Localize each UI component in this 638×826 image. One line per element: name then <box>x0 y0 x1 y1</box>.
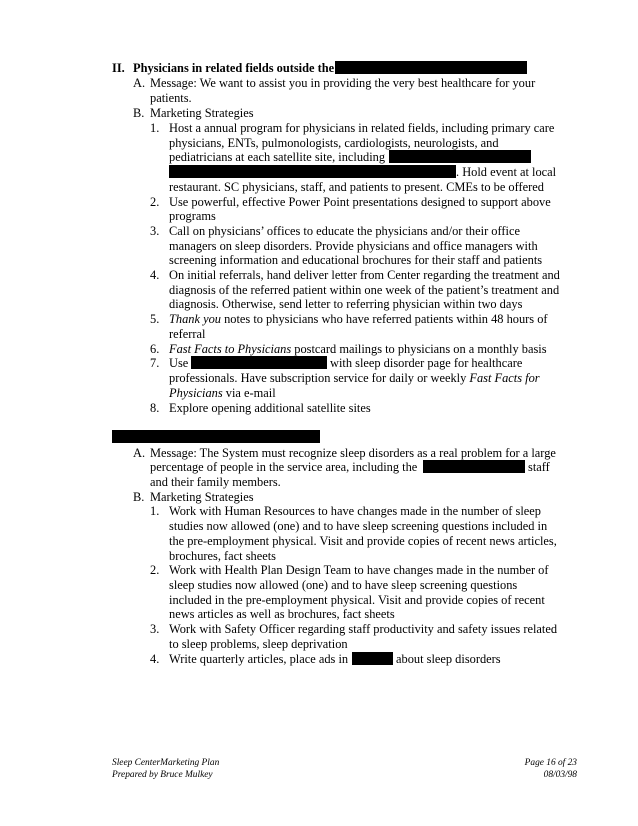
strategies-heading: Marketing Strategies <box>150 106 254 120</box>
redaction-bar <box>112 430 320 443</box>
list-item-text: studies now allowed (one) and to have sleep screening questions included in <box>169 519 548 533</box>
list-item-text: with sleep disorder page for healthcare <box>330 356 523 370</box>
list-item-text <box>169 342 547 356</box>
section-2-numeral: II. <box>112 61 125 75</box>
list-item-text: Use powerful, effective Power Point presentations designed to support above <box>169 195 551 209</box>
italic-text: Fast Facts for <box>469 371 540 385</box>
footer-author: Prepared by Bruce Mulkey <box>112 770 213 780</box>
list-item-text: brochures, fact sheets <box>169 549 276 563</box>
item-letter-b: B. <box>133 490 145 504</box>
footer-title: Sleep CenterMarketing Plan <box>112 758 220 768</box>
list-item-text: On initial referrals, hand deliver letter from Center regarding the treatment and <box>169 268 560 282</box>
list-item-text: . Hold event at local <box>456 165 557 179</box>
list-item-text: about sleep disorders <box>396 652 501 666</box>
list-item-text: Call on physicians’ offices to educate the physicians and/or their office <box>169 224 520 238</box>
redaction-bar <box>423 460 525 473</box>
list-item-text: managers on sleep disorders. Provide physicians and office managers with <box>169 239 538 253</box>
list-item-text: diagnosis. Otherwise, send letter to referring physician within two days <box>169 297 523 311</box>
item-letter-b: B. <box>133 106 145 120</box>
list-item-text: Use <box>169 356 189 370</box>
list-item-text: sleep studies now allowed (one) and to have sleep screening questions <box>169 578 518 592</box>
list-number: 7. <box>150 356 160 370</box>
list-item-text <box>169 371 540 385</box>
message-line: Message: We want to assist you in providing the very best healthcare for your <box>150 76 536 90</box>
message-line: patients. <box>150 91 192 105</box>
redaction-bar <box>389 150 531 163</box>
list-item-text: pediatricians at each satellite site, including <box>169 150 386 164</box>
list-item-text: included in the pre-employment physical. Visit and provide copies of recent <box>169 593 545 607</box>
list-number: 3. <box>150 224 160 238</box>
redaction-bar <box>352 652 393 665</box>
list-number: 8. <box>150 401 160 415</box>
list-item-text: Host a annual program for physicians in related fields, including primary care <box>169 121 555 135</box>
list-item-text: restaurant. SC physicians, staff, and patients to present. CMEs to be offered <box>169 180 544 194</box>
list-number: 5. <box>150 312 160 326</box>
footer-page-number: Page 16 of 23 <box>524 758 577 768</box>
list-item-text: physicians, ENTs, pulmonologists, cardiologists, neurologists, and <box>169 136 499 150</box>
text-run: via e-mail <box>222 386 276 400</box>
text-run: professionals. Have subscription service for daily or weekly <box>169 371 470 385</box>
redaction-bar <box>169 165 456 178</box>
list-number: 4. <box>150 268 160 282</box>
list-item-text: news articles as well as brochures, fact sheets <box>169 607 395 621</box>
list-item-text: Work with Health Plan Design Team to have changes made in the number of <box>169 563 549 577</box>
text-run: notes to physicians who have referred patients within 48 hours of <box>220 312 548 326</box>
list-item-text: the pre-employment physical. Visit and provide copies of recent news articles, <box>169 534 557 548</box>
list-item-text: programs <box>169 209 216 223</box>
list-number: 1. <box>150 121 160 135</box>
list-number: 2. <box>150 563 160 577</box>
list-number: 4. <box>150 652 160 666</box>
italic-text: Physicians <box>169 386 223 400</box>
italic-text: Thank you <box>169 312 221 326</box>
message-line: and their family members. <box>150 475 281 489</box>
redaction-bar <box>335 61 527 74</box>
list-number: 6. <box>150 342 160 356</box>
list-number: 3. <box>150 622 160 636</box>
text-run: postcard mailings to physicians on a monthly basis <box>291 342 547 356</box>
strategies-heading: Marketing Strategies <box>150 490 254 504</box>
section-2-heading: Physicians in related fields outside the <box>133 61 335 75</box>
list-item-text: Work with Safety Officer regarding staff productivity and safety issues related <box>169 622 558 636</box>
list-item-text: to sleep problems, sleep deprivation <box>169 637 348 651</box>
italic-text: Fast Facts to Physicians <box>169 342 292 356</box>
message-line: percentage of people in the service area, including the <box>150 460 418 474</box>
footer-date: 08/03/98 <box>543 770 577 780</box>
list-item-text: screening information and educational brochures for their staff and patients <box>169 253 543 267</box>
list-number: 2. <box>150 195 160 209</box>
list-number: 1. <box>150 504 160 518</box>
message-line: staff <box>528 460 550 474</box>
list-item-text: Work with Human Resources to have changes made in the number of sleep <box>169 504 541 518</box>
list-item-text: Explore opening additional satellite sites <box>169 401 371 415</box>
list-item-text <box>169 386 276 400</box>
redaction-bar <box>191 356 327 369</box>
list-item-text <box>169 312 548 326</box>
list-item-text: Write quarterly articles, place ads in <box>169 652 349 666</box>
list-item-text: diagnosis of the referred patient within one week of the patient’s treatment and <box>169 283 560 297</box>
item-letter-a: A. <box>133 76 146 90</box>
list-item-text: referral <box>169 327 206 341</box>
item-letter-a: A. <box>133 446 146 460</box>
message-line: Message: The System must recognize sleep disorders as a real problem for a large <box>150 446 556 460</box>
